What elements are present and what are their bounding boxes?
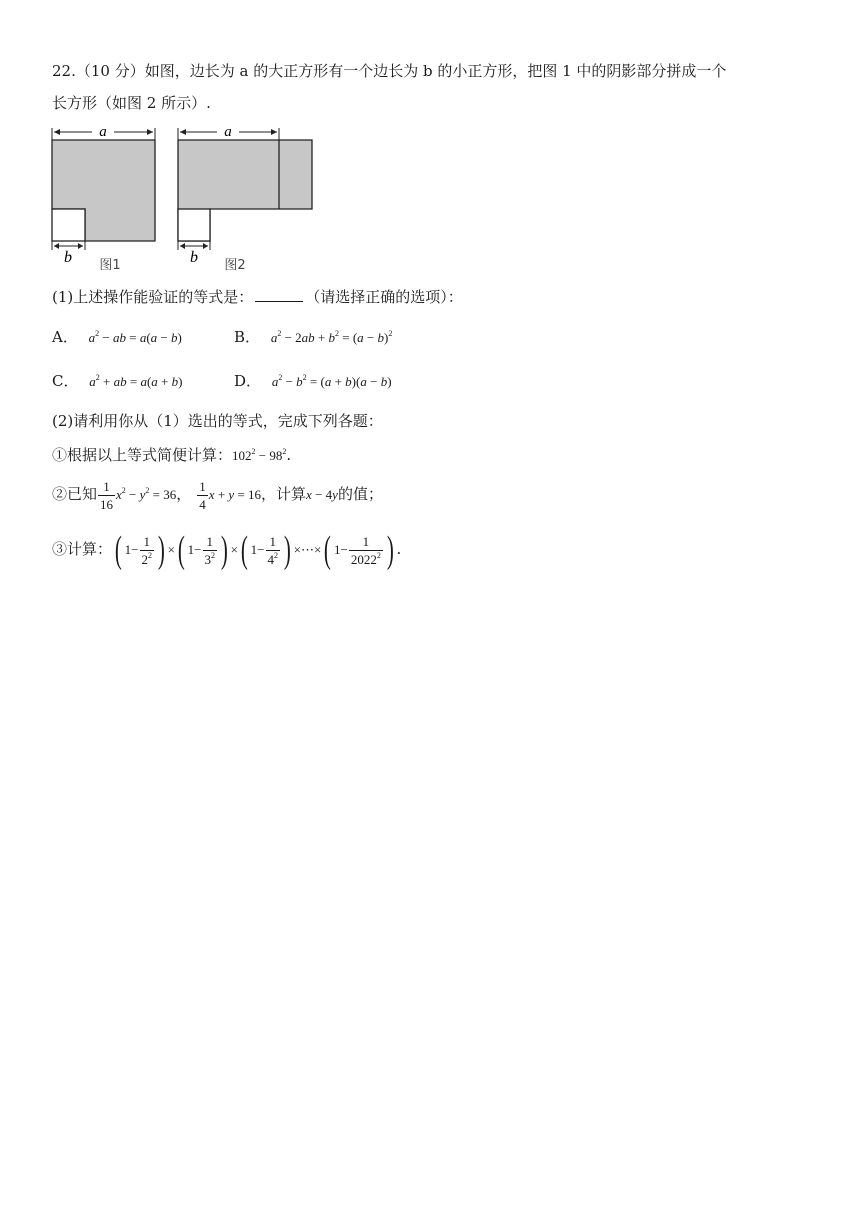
fig2-small-square (178, 209, 210, 241)
part2-item3: ③计算：( 1− $\frac{1}{2^2}$ ) ×( 1− $\frac{1}{3^2}$ ) ×( 1− $\frac{1}{4^2}$ ) ×⋯×( 1− $\frac{1}{2022^2}$ ) . (52, 529, 402, 571)
option-a[interactable]: A． $a^2$ − ab = a(a − b) (52, 328, 182, 346)
figure-2 (178, 124, 312, 273)
part2-item2: ②已知 $\frac{1}{16}$ $x^2 - y^2 = 36$， $\frac{1}{4}$ x + y = 16，计算x − 4y的值； (52, 478, 383, 512)
problem-stem-line1: 22.（10 分）如图，边长为 a 的大正方形有一个边长为 b 的小正方形，把图 1 中的阴影部分拼成一个 (52, 62, 727, 80)
fig1-label-a: a (99, 124, 107, 140)
figures-diagram (40, 120, 340, 278)
part2-item1: ①根据以上等式简便计算：$102^2 - 98^2$. (52, 446, 292, 464)
fig1-label-b: b (64, 249, 72, 266)
problem-stem-line2: 长方形（如图 2 所示）. (52, 94, 211, 112)
fig2-label-a: a (224, 124, 232, 140)
item2-target: x − 4y (306, 487, 338, 502)
option-a-formula: $a^2$ − ab = a(a − b) (88, 329, 182, 345)
fig1-caption: 图1 (99, 258, 121, 273)
fig2-caption: 图2 (224, 258, 246, 273)
problem-number: 22 (52, 62, 72, 80)
option-c-formula: $a^2$ + ab = a(a + b) (89, 373, 183, 389)
figure-1 (52, 124, 155, 273)
item1-expression: $102^2 - 98^2$ (232, 447, 287, 463)
fig1-small-square (52, 209, 85, 241)
option-c[interactable]: C． $a^2$ + ab = a(a + b) (52, 372, 183, 390)
option-d[interactable]: D． $a^2 - b^2 = (a + b)(a - b)$ (234, 372, 392, 390)
stem-text: 如图，边长为 a 的大正方形有一个边长为 b 的小正方形，把图 1 中的阴影部分拼成一个 (144, 62, 727, 80)
fig2-label-b: b (190, 249, 198, 266)
option-b-formula: $a^2 - 2ab + b^2 = (a - b)^2$ (270, 329, 393, 345)
answer-blank[interactable] (255, 287, 303, 302)
part1-prompt: (1)上述操作能验证的等式是： （请选择正确的选项）： (52, 288, 463, 306)
option-d-formula: $a^2 - b^2 = (a + b)(a - b)$ (271, 373, 392, 389)
part2-intro: (2)请利用你从（1）选出的等式，完成下列各题： (52, 412, 383, 430)
problem-points: （10 分） (75, 62, 145, 80)
option-b[interactable]: B． $a^2 - 2ab + b^2 = (a - b)^2$ (234, 328, 393, 346)
